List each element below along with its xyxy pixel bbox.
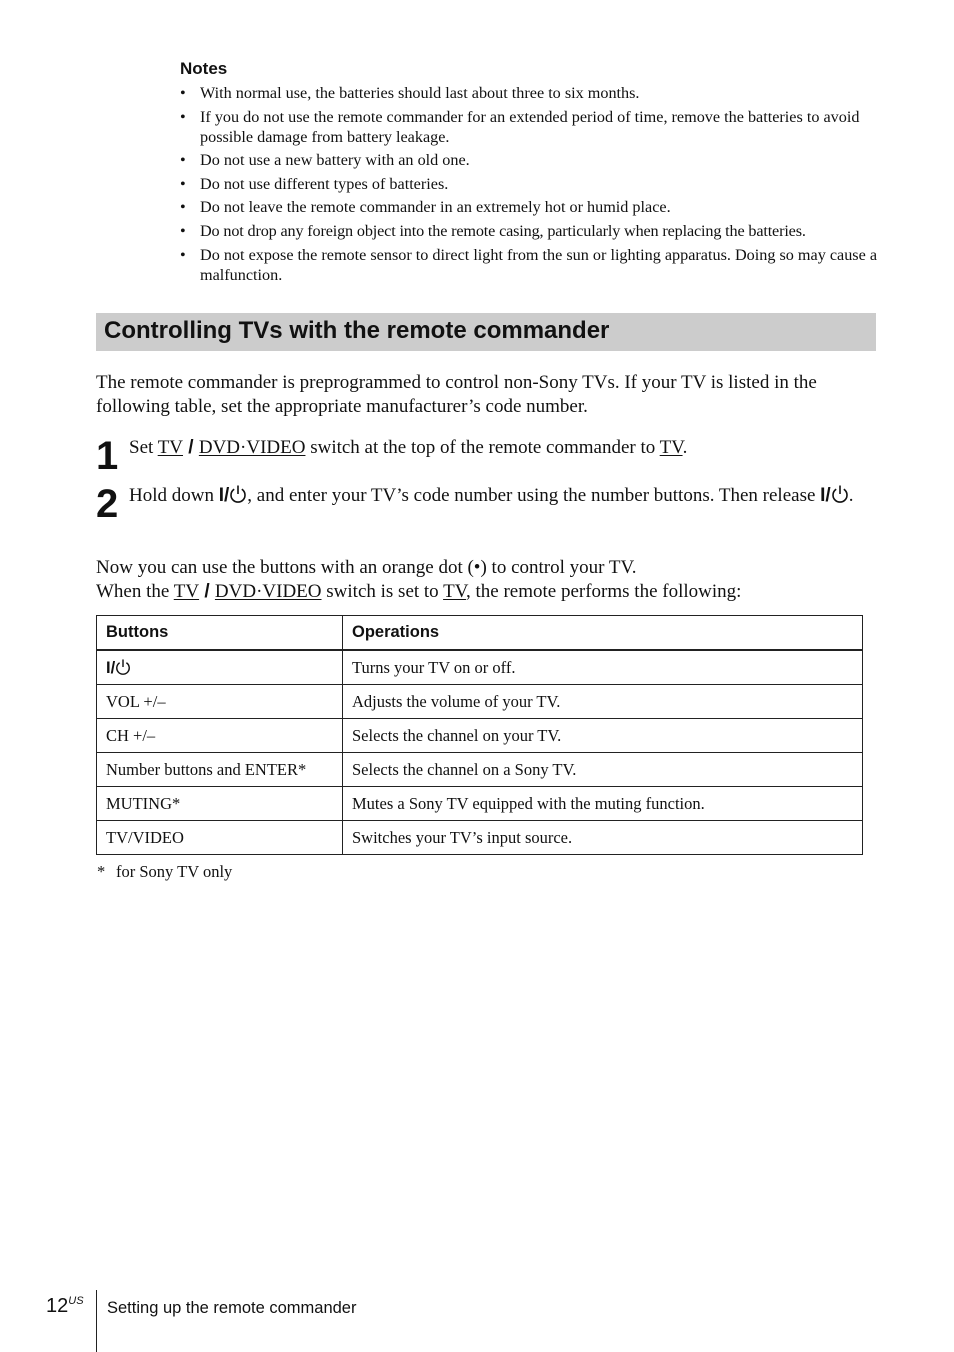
header-operations: Operations bbox=[343, 616, 863, 651]
operations-table bbox=[96, 615, 863, 855]
notes-block bbox=[180, 59, 880, 288]
power-icon bbox=[831, 484, 849, 504]
power-icon bbox=[229, 484, 247, 504]
table-row bbox=[97, 650, 863, 685]
operation-cell: Selects the channel on your TV. bbox=[343, 719, 863, 753]
footnote-text: for Sony TV only bbox=[116, 862, 233, 881]
power-icon bbox=[115, 658, 131, 676]
operation-cell: Switches your TV’s input source. bbox=[343, 821, 863, 855]
header-buttons: Buttons bbox=[97, 616, 343, 651]
button-cell: CH +/– bbox=[97, 719, 343, 753]
bullet: • bbox=[180, 151, 186, 170]
step-text: Set TV / DVD·VIDEO switch at the top of the remote commander to TV. bbox=[129, 437, 688, 458]
button-cell: VOL +/– bbox=[97, 685, 343, 719]
operation-cell: Turns your TV on or off. bbox=[343, 650, 863, 685]
list-item: • Do not leave the remote commander in an extremely hot or humid place. bbox=[180, 198, 671, 217]
button-cell: I/ bbox=[97, 650, 343, 685]
step-number: 1 bbox=[96, 434, 119, 478]
notes-heading: Notes bbox=[180, 59, 228, 78]
section-heading: Controlling TVs with the remote commander bbox=[96, 313, 876, 351]
list-item: • Do not expose the remote sensor to direct light from the sun or lighting apparatus. Doing so may cause a malfunction. bbox=[180, 245, 878, 284]
page-number: $12^{US}$ bbox=[46, 1295, 84, 1317]
list-item: • If you do not use the remote commander for an extended period of time, remove the batteries to avoid possible damage from battery leakage. bbox=[180, 107, 860, 146]
table-row bbox=[97, 821, 863, 855]
usage-paragraph bbox=[96, 556, 878, 604]
notes-list bbox=[180, 83, 880, 285]
footer-section-title: Setting up the remote commander bbox=[107, 1299, 357, 1317]
usage-line-1: Now you can use the buttons with an orange dot (•) to control your TV. bbox=[96, 557, 637, 578]
table-row bbox=[97, 685, 863, 719]
table-header-row bbox=[97, 616, 863, 651]
operation-cell: Selects the channel on a Sony TV. bbox=[343, 753, 863, 787]
list-item: • Do not use a new battery with an old one. bbox=[180, 151, 470, 170]
page-suffix: US bbox=[68, 1295, 84, 1307]
operation-cell: Adjusts the volume of your TV. bbox=[343, 685, 863, 719]
step-text: Hold down I/ , and enter your TV’s code number using the number buttons. Then release I/ . bbox=[129, 485, 854, 506]
bullet: • bbox=[180, 198, 186, 217]
button-cell: TV/VIDEO bbox=[97, 821, 343, 855]
bullet: • bbox=[180, 174, 186, 193]
bullet: • bbox=[180, 107, 186, 126]
table-row bbox=[97, 787, 863, 821]
button-cell: MUTING* bbox=[97, 787, 343, 821]
intro-paragraph: The remote commander is preprogrammed to control non-Sony TVs. If your TV is listed in the following table, set the appropriate manufacturer’s code number. bbox=[96, 372, 817, 417]
bullet: • bbox=[180, 84, 186, 102]
footnote-mark: * bbox=[97, 862, 106, 881]
bullet: • bbox=[180, 221, 186, 240]
list-item: • Do not use different types of batteries. bbox=[180, 174, 449, 193]
button-cell: Number buttons and ENTER* bbox=[97, 753, 343, 787]
operation-cell: Mutes a Sony TV equipped with the muting function. bbox=[343, 787, 863, 821]
table-row bbox=[97, 753, 863, 787]
bullet: • bbox=[180, 245, 186, 264]
list-item: • With normal use, the batteries should last about three to six months. bbox=[180, 84, 640, 102]
step-number: 2 bbox=[96, 482, 119, 526]
footnote bbox=[97, 862, 232, 882]
usage-line-2: When the TV / DVD·VIDEO switch is set to TV, the remote performs the following: bbox=[96, 581, 742, 602]
table-row bbox=[97, 719, 863, 753]
list-item: • Do not drop any foreign object into the remote casing, particularly when replacing the batteries. bbox=[180, 221, 806, 240]
footer-divider bbox=[96, 1290, 97, 1352]
